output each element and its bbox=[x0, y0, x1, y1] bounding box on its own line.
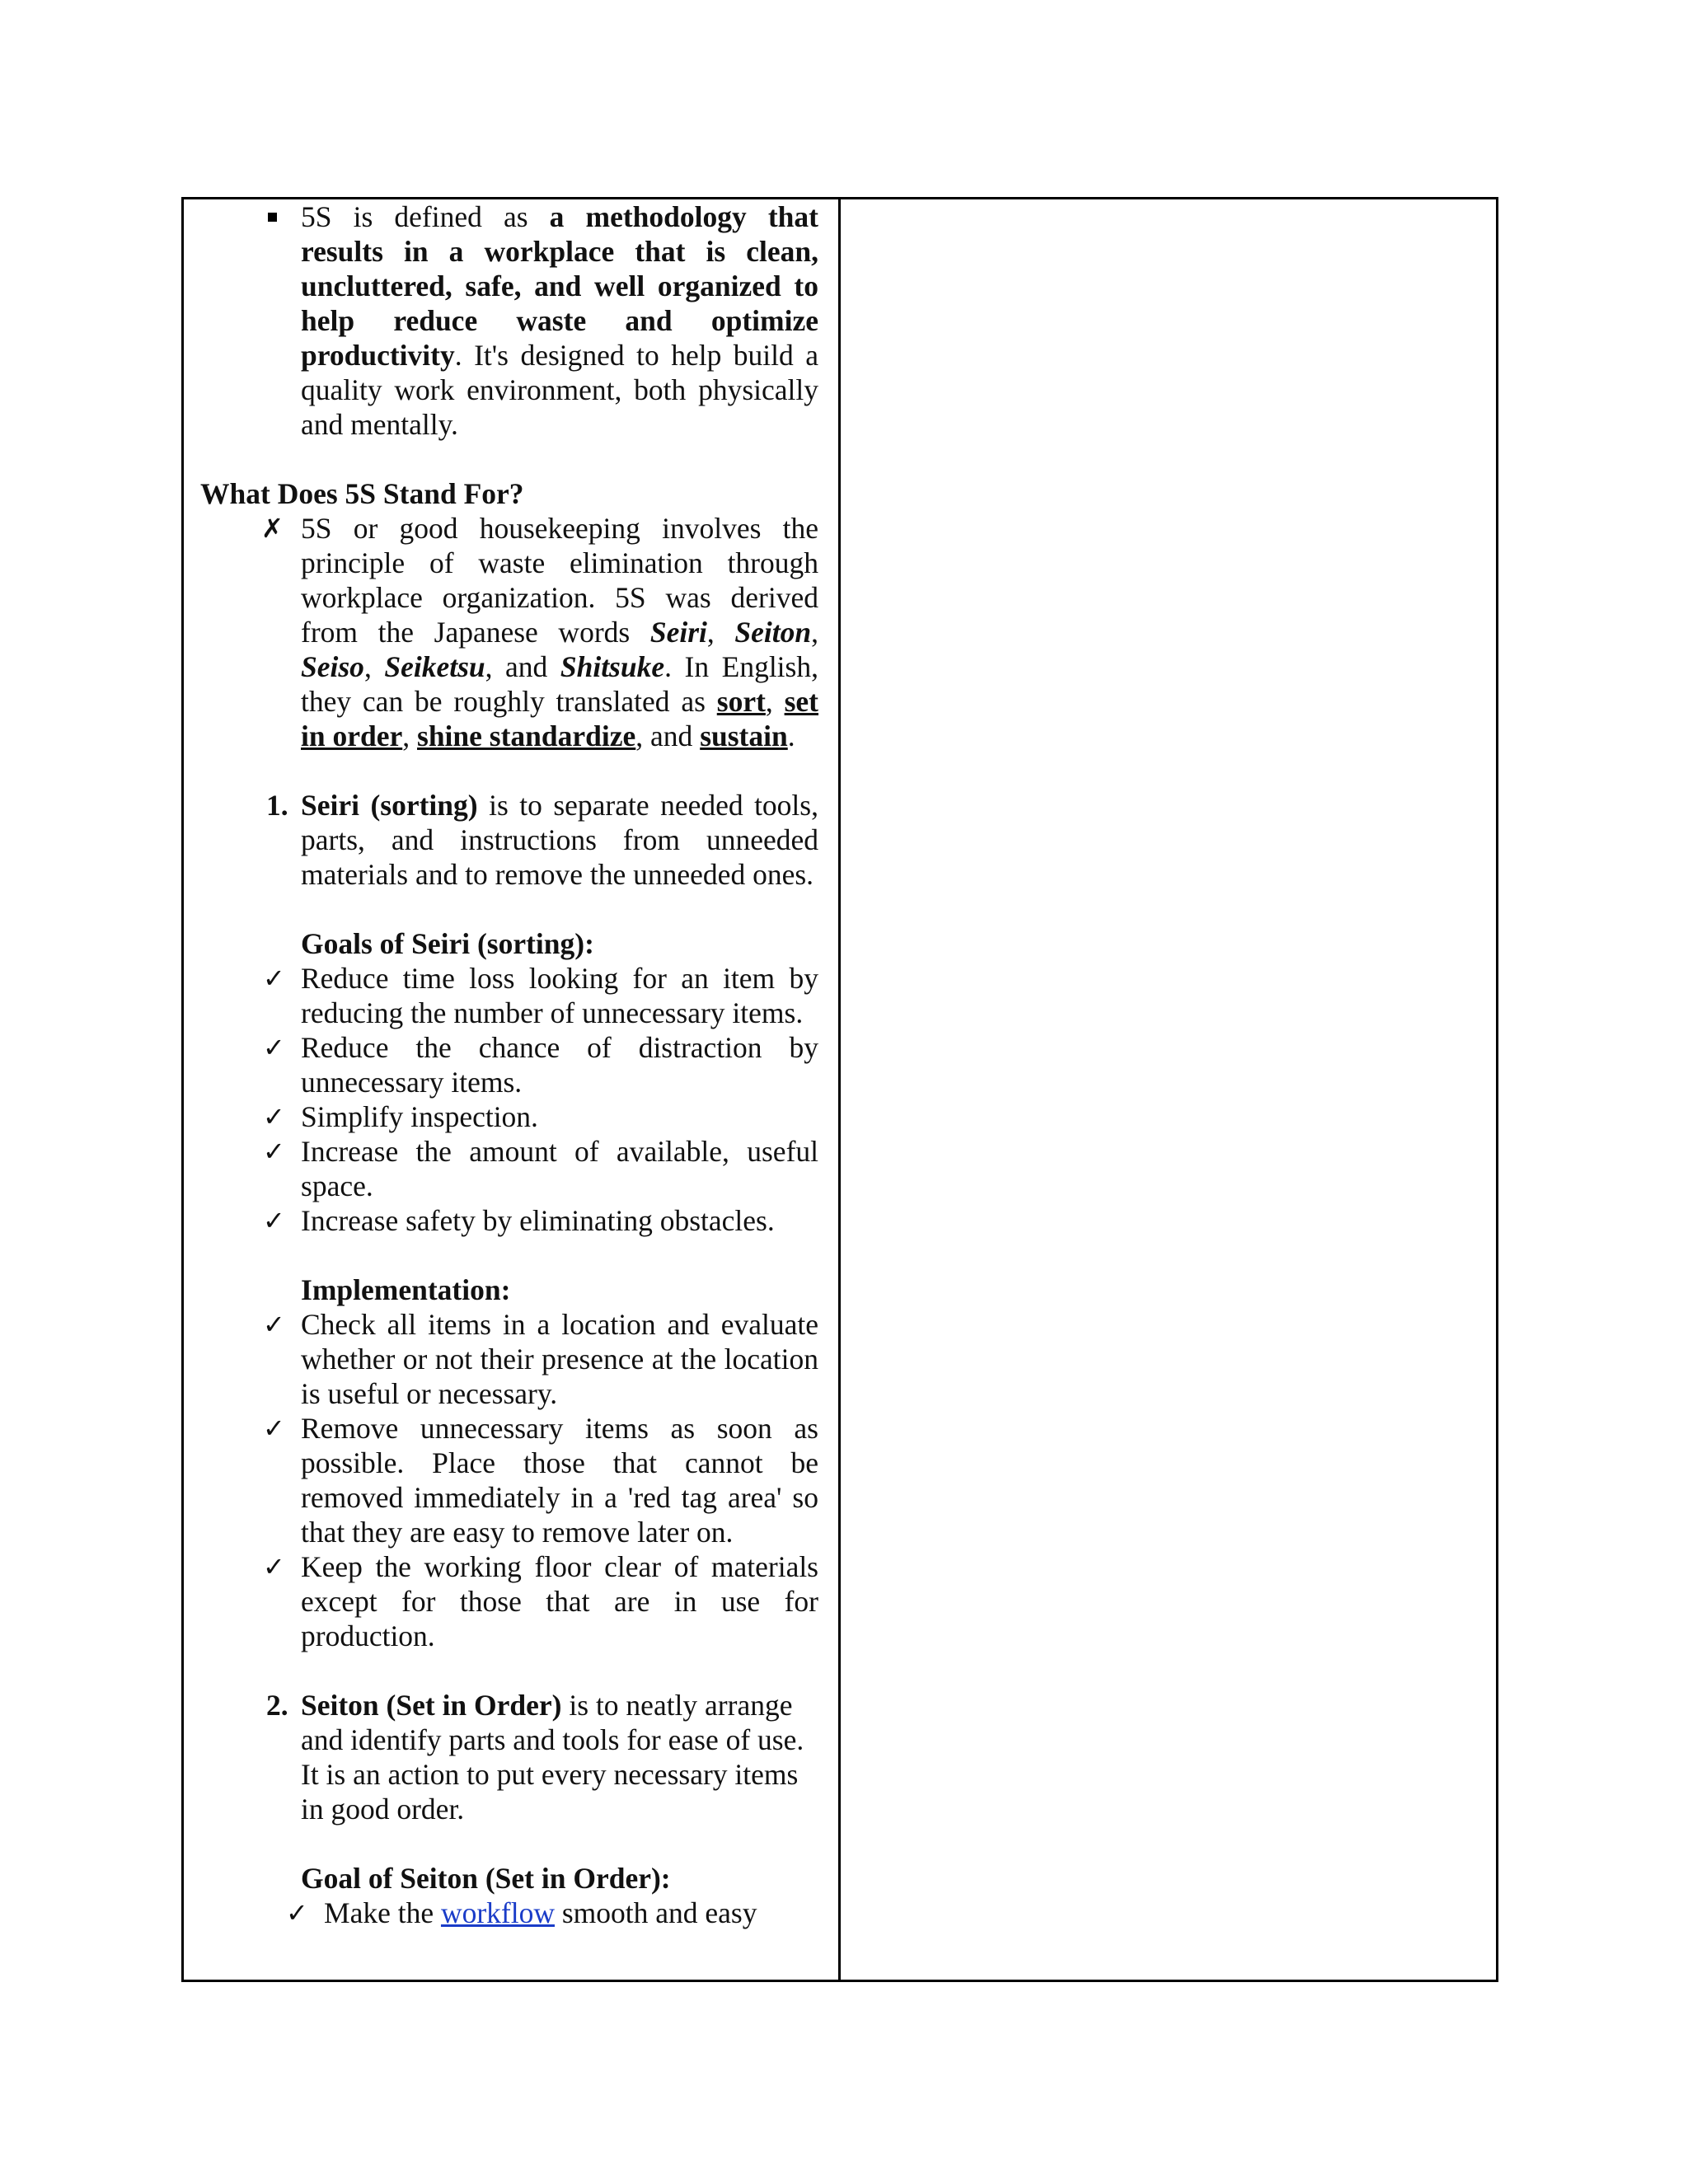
period: . bbox=[787, 719, 795, 752]
stand-for-text-2: . In English, they can be roughly translated as bbox=[301, 650, 818, 718]
square-bullet-icon bbox=[268, 213, 277, 222]
goal-text: Increase the amount of available, useful space. bbox=[301, 1135, 818, 1202]
term-seiton: Seiton bbox=[734, 616, 812, 649]
separator: , bbox=[765, 685, 785, 718]
check-icon: ✓ bbox=[263, 1551, 285, 1582]
stand-for-text: 5S or good housekeeping involves the principle of waste elimination through workplace organization. 5S was derived from the Japanese words bbox=[301, 512, 818, 649]
list-item bbox=[200, 1099, 818, 1134]
goal-text: Reduce time loss looking for an item by reducing the number of unnecessary items. bbox=[301, 962, 818, 1029]
spacer bbox=[200, 892, 818, 926]
list-item bbox=[200, 1307, 818, 1411]
stand-for-paragraph bbox=[200, 511, 818, 753]
workflow-link[interactable]: workflow bbox=[440, 1896, 555, 1929]
separator: , bbox=[706, 616, 735, 649]
seiton-title: Seiton (Set in Order) bbox=[301, 1689, 562, 1722]
intro-paragraph bbox=[200, 199, 818, 442]
intro-text-end: . It's designed to help build a quality work environment, both physically and mentally. bbox=[301, 339, 818, 441]
check-icon: ✓ bbox=[286, 1897, 308, 1929]
check-icon: ✓ bbox=[263, 1205, 285, 1236]
intro-definition: a methodology that results in a workplace that is clean, uncluttered, safe, and well organized to help reduce waste and optimize productivity bbox=[301, 200, 818, 372]
list-item bbox=[200, 1030, 818, 1099]
english-set-in-order: set in order bbox=[301, 685, 818, 752]
goal-text: Reduce the chance of distraction by unnecessary items. bbox=[301, 1031, 818, 1099]
term-seiso: Seiso bbox=[301, 650, 364, 683]
seiri-title: Seiri (sorting) bbox=[301, 789, 478, 822]
separator: , bbox=[363, 650, 385, 683]
spacer bbox=[200, 753, 818, 788]
list-item bbox=[200, 1896, 818, 1930]
seiton-goal-heading: Goal of Seiton (Set in Order): bbox=[301, 1862, 671, 1895]
implementation-heading: Implementation: bbox=[301, 1273, 511, 1306]
stand-for-heading: What Does 5S Stand For? bbox=[200, 477, 524, 510]
english-sustain: sustain bbox=[700, 719, 788, 752]
list-item bbox=[200, 961, 818, 1030]
check-icon: ✓ bbox=[263, 1413, 285, 1444]
implementation-text: Keep the working floor clear of materials except for those that are in use for production. bbox=[301, 1550, 818, 1652]
separator: , and bbox=[485, 650, 560, 683]
check-icon: ✓ bbox=[263, 1032, 285, 1063]
spacer bbox=[200, 1238, 818, 1272]
implementation-text: Remove unnecessary items as soon as possible. Place those that cannot be removed immediately in a 'red tag area' so that they are easy to remove later on. bbox=[301, 1412, 818, 1549]
seiton-description: is to neatly arrange and identify parts and tools for ease of use. It is an action to put every necessary items in good order. bbox=[301, 1689, 804, 1825]
goal-text: Simplify inspection. bbox=[301, 1100, 538, 1133]
spacer bbox=[200, 1826, 818, 1861]
check-icon: ✓ bbox=[263, 1101, 285, 1132]
right-column bbox=[841, 199, 1496, 1980]
list-number: 1. bbox=[266, 789, 288, 822]
spacer bbox=[200, 442, 818, 476]
term-seiri: Seiri bbox=[649, 616, 707, 649]
seiton-paragraph bbox=[200, 1688, 818, 1826]
seiri-paragraph bbox=[200, 788, 818, 892]
seiri-goals-heading: Goals of Seiri (sorting): bbox=[301, 927, 594, 960]
separator: , bbox=[811, 616, 819, 649]
goal-text-end: smooth and easy bbox=[554, 1896, 757, 1929]
cross-bullet-icon: ✗ bbox=[261, 513, 284, 544]
goal-text: Increase safety by eliminating obstacles. bbox=[301, 1204, 775, 1237]
check-icon: ✓ bbox=[263, 1136, 285, 1167]
list-item bbox=[200, 1411, 818, 1549]
check-icon: ✓ bbox=[263, 963, 285, 994]
goal-text: Make the bbox=[324, 1896, 441, 1929]
left-column bbox=[184, 199, 841, 1980]
implementation-text: Check all items in a location and evaluate whether or not their presence at the location is useful or necessary. bbox=[301, 1308, 818, 1410]
check-icon: ✓ bbox=[263, 1309, 285, 1340]
english-shine-standardize: shine standardize bbox=[417, 719, 636, 752]
intro-text: 5S is defined as bbox=[301, 200, 550, 233]
term-seiketsu: Seiketsu bbox=[384, 650, 485, 683]
english-sort: sort bbox=[716, 685, 766, 718]
list-item bbox=[200, 1549, 818, 1653]
term-shitsuke: Shitsuke bbox=[560, 650, 665, 683]
seiri-description: is to separate needed tools, parts, and instructions from unneeded materials and to remove the unneeded ones. bbox=[301, 789, 818, 891]
separator: , bbox=[402, 719, 417, 752]
spacer bbox=[200, 1653, 818, 1688]
list-item bbox=[200, 1203, 818, 1238]
content-table bbox=[181, 197, 1498, 1982]
list-number: 2. bbox=[266, 1689, 288, 1722]
document-body bbox=[200, 199, 818, 1930]
list-item bbox=[200, 1134, 818, 1203]
separator: , and bbox=[635, 719, 701, 752]
